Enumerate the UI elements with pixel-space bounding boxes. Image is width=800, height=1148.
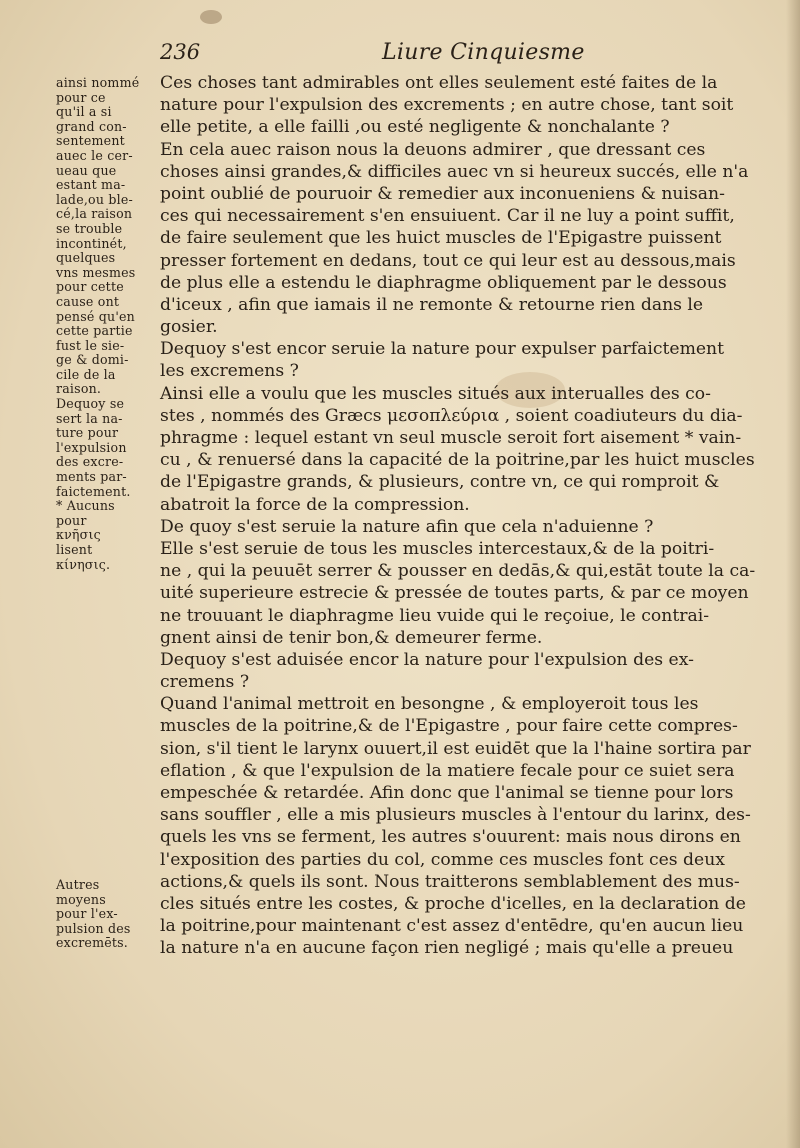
margin-note-line: raison. xyxy=(56,381,102,397)
margin-note-line: l'expulsion xyxy=(56,439,127,455)
margin-note-line: lisent xyxy=(56,542,93,557)
margin-note-line: cause ont xyxy=(56,293,120,309)
text-line: empeschée & retardée. Afin donc que l'animal se tienne pour lors xyxy=(160,783,734,803)
text-line: Ces choses tant admirables ont elles seulement esté faites de la xyxy=(160,73,718,93)
margin-note-line: κίνησις. xyxy=(56,556,111,572)
text-line: En cela auec raison nous la deuons admirer , que dressant ces xyxy=(160,139,706,160)
text-line: choses ainsi grandes,& difficiles auec vn si heureux succés, elle n'a xyxy=(160,161,749,182)
margin-note-line: ainsi nommé xyxy=(56,75,140,90)
text-line: sion, s'il tient le larynx ouuert,il est euidēt que la l'haine sortira par xyxy=(160,738,751,759)
body-text xyxy=(160,72,782,960)
text-line: uité superieure estrecie & pressée de toutes parts, & par ce moyen xyxy=(160,583,749,604)
margin-note-line: pour l'ex- xyxy=(56,906,118,922)
margin-note-line: estant ma- xyxy=(56,177,126,193)
margin-note-line: auec le cer- xyxy=(56,147,133,163)
text-line: la poitrine,pour maintenant c'est assez d'entēdre, qu'en aucun lieu xyxy=(160,916,744,937)
text-line: elle petite, a elle failli ,ou esté negligente & nonchalante ? xyxy=(160,117,670,138)
text-line: Elle s'est seruie de tous les muscles intercestaux,& de la poitri- xyxy=(160,538,715,559)
text-line: de faire seulement que les huict muscles de l'Epigastre puissent xyxy=(160,228,722,249)
margin-note-line: κνῆσις xyxy=(56,527,101,543)
margin-note-line: incontinét, xyxy=(56,235,127,251)
paper-stain xyxy=(200,10,222,24)
margin-note-line: faictement. xyxy=(56,483,131,499)
text-line: de plus elle a estendu le diaphragme obliquement par le dessous xyxy=(160,272,727,293)
margin-note-line: qu'il a si xyxy=(56,104,112,120)
margin-note-line: Dequoy se xyxy=(56,396,125,412)
margin-note-line: ments par- xyxy=(56,469,127,485)
text-line: nature pour l'expulsion des excrements ; en autre chose, tant soit xyxy=(160,95,734,116)
text-line: presser fortement en dedans, tout ce qui leur est au dessous,mais xyxy=(160,250,736,271)
margin-note-line: pensé qu'en xyxy=(56,308,135,324)
running-head: Liure Cinquiesme xyxy=(382,40,585,65)
text-line: abatroit la force de la compression. xyxy=(160,494,470,515)
text-line: quels les vns se ferment, les autres s'ouurent: mais nous dirons en xyxy=(160,827,741,848)
text-line: cu , & renuersé dans la capacité de la poitrine,par les huict muscles xyxy=(160,450,755,471)
page-number: 236 xyxy=(160,40,201,64)
margin-note-line: vns mesmes xyxy=(56,264,136,280)
text-line: stes , nommés des Græcs μεσοπλεύρια , soient coadiuteurs du dia- xyxy=(160,405,743,426)
text-line: Dequoy s'est aduisée encor la nature pour l'expulsion des ex- xyxy=(160,649,694,670)
margin-note-line: moyens xyxy=(56,891,106,907)
text-line: Ainsi elle a voulu que les muscles situés aux interualles des co- xyxy=(160,383,711,404)
text-line: de l'Epigastre grands, & plusieurs, contre vn, ce qui romproit & xyxy=(160,472,720,493)
text-line: cles situés entre les costes, & proche d'icelles, en la declaration de xyxy=(160,893,746,914)
text-line: ne trouuant le diaphragme lieu vuide qui le reçoiue, le contrai- xyxy=(160,605,710,626)
text-line: l'exposition des parties du col, comme ces muscles font ces deux xyxy=(160,849,725,870)
margin-note-line: ueau que xyxy=(56,162,117,178)
text-line: phragme : lequel estant vn seul muscle seroit fort aisement * vain- xyxy=(160,428,742,448)
page-header xyxy=(160,40,780,70)
margin-note xyxy=(56,878,156,951)
text-line: De quoy s'est seruie la nature afin que cela n'aduienne ? xyxy=(160,516,654,537)
text-line: ne , qui la peuuēt serrer & pousser en dedās,& qui,estāt toute la ca- xyxy=(160,561,756,582)
margin-note-line: cette partie xyxy=(56,323,133,339)
margin-note-line: quelques xyxy=(56,250,116,266)
text-line: d'iceux , afin que iamais il ne remonte & retourne rien dans le xyxy=(160,294,704,315)
margin-note xyxy=(56,76,156,572)
text-line: eflation , & que l'expulsion de la matiere fecale pour ce suiet sera xyxy=(160,760,735,781)
margin-note-line: Autres xyxy=(56,877,100,892)
margin-note-line: cé,la raison xyxy=(56,206,133,222)
text-line: sans souffler , elle a mis plusieurs muscles à l'entour du larinx, des- xyxy=(160,805,751,826)
margin-note-line: lade,ou ble- xyxy=(56,191,133,207)
margin-note-line: pour cette xyxy=(56,279,124,295)
margin-note-line: ge & domi- xyxy=(56,352,129,368)
margin-note-line: grand con- xyxy=(56,118,127,134)
margin-note-line: sert la na- xyxy=(56,410,123,426)
margin-note-line: ture pour xyxy=(56,425,119,441)
text-line: muscles de la poitrine,& de l'Epigastre , pour faire cette compres- xyxy=(160,716,738,737)
margin-note-line: cile de la xyxy=(56,366,116,382)
text-line: les excremens ? xyxy=(160,361,299,382)
margin-note-line: fust le sie- xyxy=(56,337,125,353)
margin-note-line: excremēts. xyxy=(56,935,129,951)
margin-note-line: sentement xyxy=(56,133,125,149)
text-line: gnent ainsi de tenir bon,& demeurer ferme. xyxy=(160,627,543,648)
text-line: Dequoy s'est encor seruie la nature pour expulser parfaictement xyxy=(160,339,725,360)
page-edge-shadow xyxy=(786,0,800,1148)
margin-note-line: * Aucuns xyxy=(56,498,115,514)
margin-note-line: des excre- xyxy=(56,454,124,470)
margin-note-line: pour ce xyxy=(56,89,106,105)
text-line: point oublié de pouruoir & remedier aux inconueniens & nuisan- xyxy=(160,183,725,204)
margin-note-line: se trouble xyxy=(56,220,123,236)
text-line: ces qui necessairement s'en ensuiuent. Car il ne luy a point suffit, xyxy=(160,206,735,227)
text-line: gosier. xyxy=(160,317,218,338)
text-line: la nature n'a en aucune façon rien negligé ; mais qu'elle a preueu xyxy=(160,938,734,959)
text-line: actions,& quels ils sont. Nous traitterons semblablement des mus- xyxy=(160,871,740,892)
text-line: Quand l'animal mettroit en besongne , & employeroit tous les xyxy=(160,694,699,715)
margin-note-line: pulsion des xyxy=(56,920,131,936)
text-line: cremens ? xyxy=(160,672,250,693)
margin-note-line: pour xyxy=(56,512,87,528)
